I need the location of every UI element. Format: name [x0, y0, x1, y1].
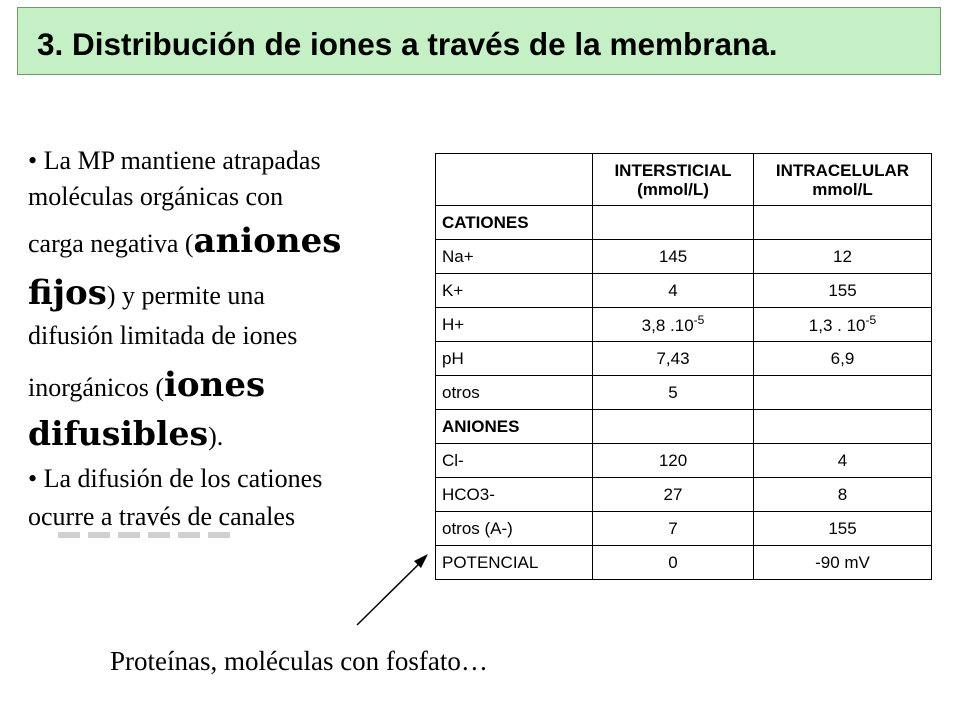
- bullet-text: ) y permite una: [106, 281, 265, 310]
- intersticial-value: 120: [593, 444, 754, 478]
- bullet-line-9: ocurre a través de canales: [28, 502, 296, 531]
- intracelular-value: 155: [754, 512, 932, 546]
- bullet-text: carga negativa (: [28, 229, 194, 258]
- row-label: Na+: [436, 240, 593, 274]
- row-label: pH: [436, 342, 593, 376]
- emphasis-iones: iones: [164, 365, 266, 405]
- bullet-line-5: difusión limitada de iones: [28, 321, 298, 350]
- row-label: HCO3-: [436, 478, 593, 512]
- intersticial-value: 0: [593, 546, 754, 580]
- row-label: H+: [436, 308, 593, 342]
- bullet-text: ).: [208, 422, 224, 451]
- emphasis-aniones: aniones: [193, 221, 342, 261]
- row-label: POTENCIAL: [436, 546, 593, 580]
- emphasis-difusibles: difusibles: [28, 414, 209, 453]
- intracelular-value: -90 mV: [754, 546, 932, 580]
- slide-title: 3. Distribución de iones a través de la membrana.: [37, 26, 778, 62]
- intracelular-value: 4: [754, 444, 932, 478]
- row-label: K+: [436, 274, 593, 308]
- intracelular-value: 1,3 . $10^{-5}$: [754, 308, 932, 342]
- intersticial-value: 5: [593, 376, 754, 410]
- section-label-cationes: CATIONES: [436, 206, 593, 240]
- intersticial-value: 7,43: [593, 342, 754, 376]
- intracelular-value: 6,9: [754, 342, 932, 376]
- header-intersticial: INTERSTICIAL (mmol/L): [593, 154, 754, 206]
- bullet-line-8: • La difusión de los cationes: [28, 464, 323, 493]
- intersticial-value: 3,8 $.10^{-5}$: [593, 308, 754, 342]
- row-label: otros: [436, 376, 593, 410]
- intracelular-value: 8: [754, 478, 932, 512]
- row-label: otros (A-): [436, 512, 593, 546]
- intersticial-value: 4: [593, 274, 754, 308]
- bullet-line-2: moléculas orgánicas con: [28, 182, 284, 211]
- header-intracelular: INTRACELULAR mmol/L: [754, 154, 932, 206]
- row-label: Cl-: [436, 444, 593, 478]
- intersticial-value: 27: [593, 478, 754, 512]
- bullet-text: inorgánicos (: [28, 373, 164, 402]
- intracelular-value: 155: [754, 274, 932, 308]
- intersticial-value: 7: [593, 512, 754, 546]
- caption-text: Proteínas, moléculas con fosfato…: [110, 646, 488, 676]
- bullet-line-1: • La MP mantiene atrapadas: [28, 146, 321, 175]
- intersticial-value: 145: [593, 240, 754, 274]
- section-label-aniones: ANIONES: [436, 410, 593, 444]
- intracelular-value: 12: [754, 240, 932, 274]
- emphasis-fijos: fijos: [28, 273, 107, 313]
